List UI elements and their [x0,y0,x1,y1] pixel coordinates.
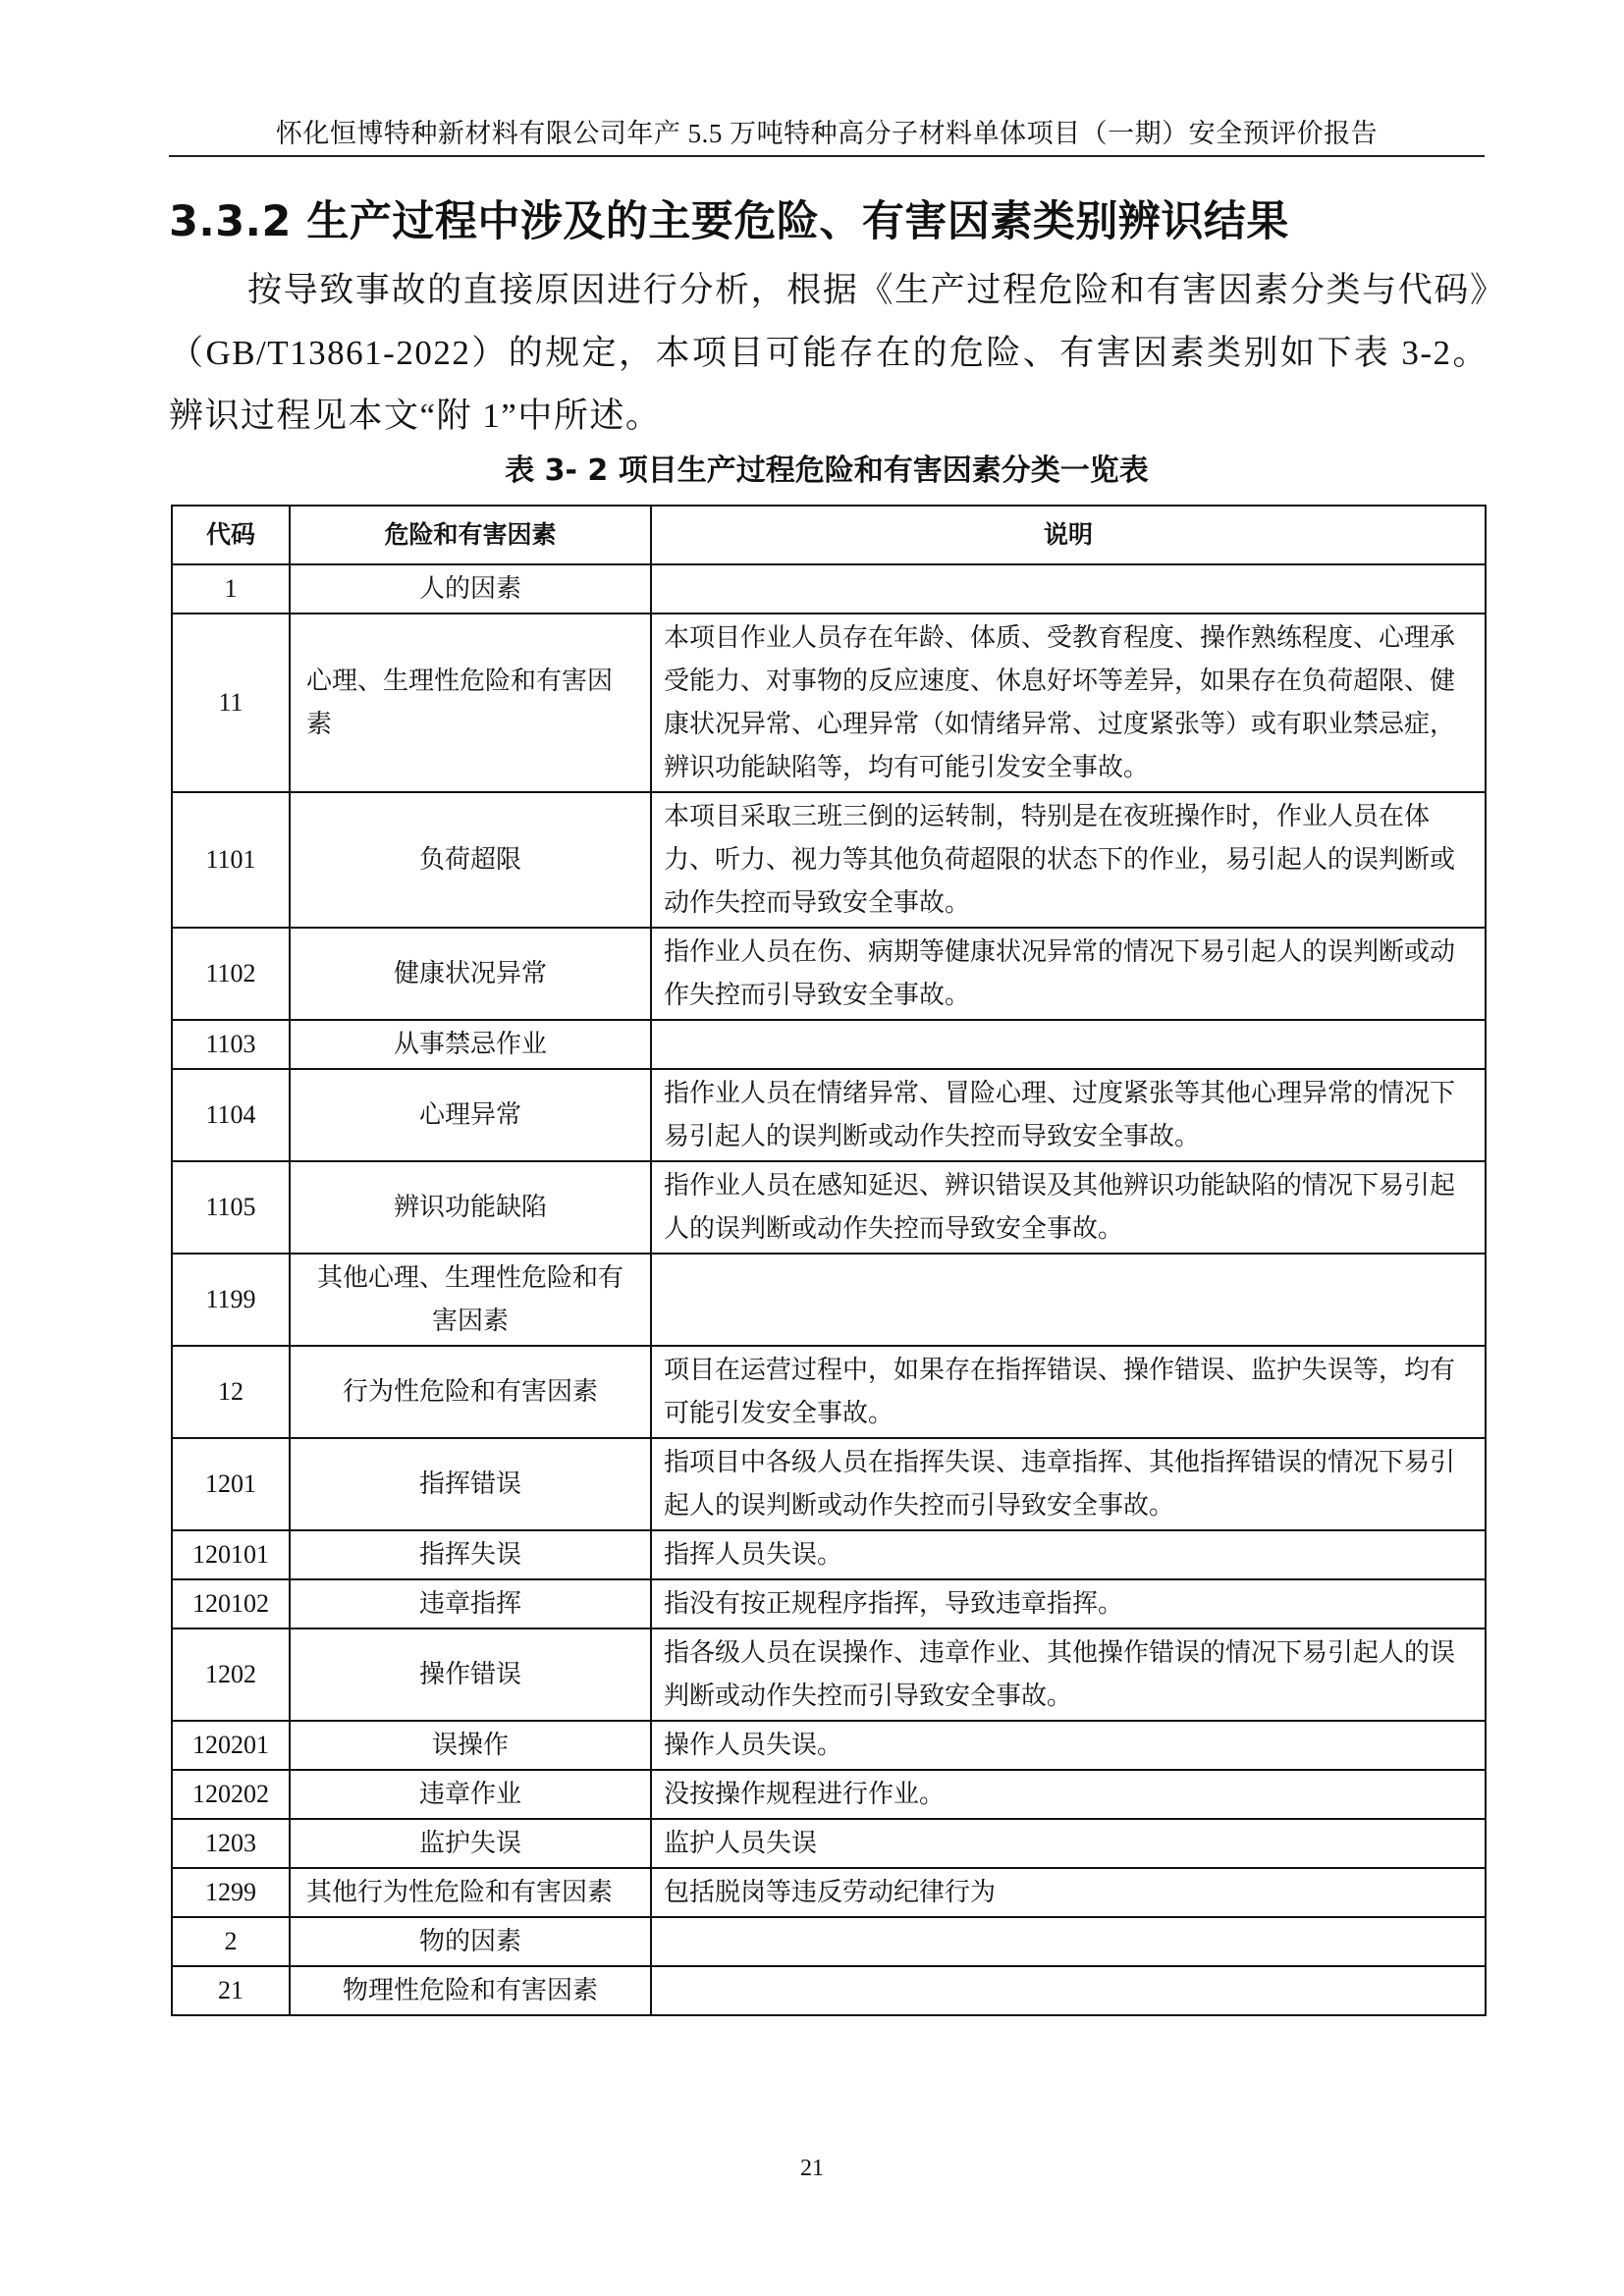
table-row [172,1438,1486,1530]
table-row [172,1868,1486,1917]
row-description: 操作人员失误。 [651,1721,1486,1770]
row-description: 指作业人员在伤、病期等健康状况异常的情况下易引起人的误判断或动作失控而引导致安全事故。 [651,928,1486,1020]
table-caption: 表 3- 2 项目生产过程危险和有害因素分类一览表 [505,454,1149,488]
row-code: 1102 [172,928,290,1020]
row-factor: 违章作业 [290,1770,651,1819]
row-factor: 物的因素 [290,1917,651,1966]
row-code: 12 [172,1346,290,1438]
row-description: 监护人员失误 [651,1819,1486,1868]
row-factor: 误操作 [290,1721,651,1770]
row-factor: 心理、生理性危险和有害因素 [290,614,651,792]
row-code: 1199 [172,1254,290,1346]
row-description [651,1020,1486,1069]
row-description [651,1254,1486,1346]
table-row [172,928,1486,1020]
row-code: 1201 [172,1438,290,1530]
row-code: 120202 [172,1770,290,1819]
row-description: 本项目采取三班三倒的运转制，特别是在夜班操作时，作业人员在体力、听力、视力等其他负荷超限的状态下的作业，易引起人的误判断或动作失控而导致安全事故。 [651,792,1486,928]
row-factor: 人的因素 [290,564,651,614]
row-factor: 指挥失误 [290,1530,651,1579]
table-header-row [172,506,1486,564]
row-code: 120201 [172,1721,290,1770]
row-code: 1104 [172,1069,290,1161]
table-row [172,1530,1486,1579]
row-code: 1299 [172,1868,290,1917]
running-header: 怀化恒博特种新材料有限公司年产 5.5 万吨特种高分子材料单体项目（一期）安全预评价报告 [169,112,1485,157]
row-factor: 其他行为性危险和有害因素 [290,1868,651,1917]
row-code: 1202 [172,1629,290,1721]
row-code: 1 [172,564,290,614]
row-description: 没按操作规程进行作业。 [651,1770,1486,1819]
table-row [172,1721,1486,1770]
table-row [172,1069,1486,1161]
row-code: 21 [172,1966,290,2015]
row-description: 包括脱岗等违反劳动纪律行为 [651,1868,1486,1917]
hazard-classification-table [171,505,1487,2016]
row-description: 指项目中各级人员在指挥失误、违章指挥、其他指挥错误的情况下易引起人的误判断或动作失控而引导致安全事故。 [651,1438,1486,1530]
row-factor: 行为性危险和有害因素 [290,1346,651,1438]
row-description: 本项目作业人员存在年龄、体质、受教育程度、操作熟练程度、心理承受能力、对事物的反应速度、休息好坏等差异，如果存在负荷超限、健康状况异常、心理异常（如情绪异常、过度紧张等）或有职业禁忌症，辨识功能缺陷等，均有可能引发安全事故。 [651,614,1486,792]
row-description [651,1917,1486,1966]
header-code: 代码 [172,506,290,564]
row-factor: 从事禁忌作业 [290,1020,651,1069]
row-factor: 监护失误 [290,1819,651,1868]
row-description: 指作业人员在感知延迟、辨识错误及其他辨识功能缺陷的情况下易引起人的误判断或动作失控而导致安全事故。 [651,1161,1486,1254]
table-row [172,1020,1486,1069]
row-code: 120102 [172,1579,290,1629]
row-code: 1105 [172,1161,290,1254]
table-row [172,1819,1486,1868]
table-row [172,564,1486,614]
row-description: 指各级人员在误操作、违章作业、其他操作错误的情况下易引起人的误判断或动作失控而引导致安全事故。 [651,1629,1486,1721]
section-title: 3.3.2 生产过程中涉及的主要危险、有害因素类别辨识结果 [169,197,1289,246]
table-row [172,792,1486,928]
intro-paragraph: 按导致事故的直接原因进行分析，根据《生产过程危险和有害因素分类与代码》（GB/T13861-2022）的规定，本项目可能存在的危险、有害因素类别如下表 3-2。辨识过程见本文“附 1”中所述。 [169,271,1489,435]
header-description: 说明 [651,506,1486,564]
row-code: 2 [172,1917,290,1966]
row-code: 120101 [172,1530,290,1579]
header-factor: 危险和有害因素 [290,506,651,564]
row-factor: 物理性危险和有害因素 [290,1966,651,2015]
table-row [172,1917,1486,1966]
table-row [172,614,1486,792]
row-description: 指作业人员在情绪异常、冒险心理、过度紧张等其他心理异常的情况下易引起人的误判断或动作失控而导致安全事故。 [651,1069,1486,1161]
table-row [172,1254,1486,1346]
table-row [172,1579,1486,1629]
row-description [651,564,1486,614]
row-code: 1101 [172,792,290,928]
row-factor: 指挥错误 [290,1438,651,1530]
table-row [172,1161,1486,1254]
table-row [172,1966,1486,2015]
row-factor: 健康状况异常 [290,928,651,1020]
page-number: 21 [800,2156,824,2181]
row-factor: 操作错误 [290,1629,651,1721]
row-code: 11 [172,614,290,792]
row-code: 1103 [172,1020,290,1069]
table-row [172,1346,1486,1438]
table-row [172,1770,1486,1819]
table-row [172,1629,1486,1721]
row-factor: 辨识功能缺陷 [290,1161,651,1254]
row-factor: 违章指挥 [290,1579,651,1629]
row-description: 指挥人员失误。 [651,1530,1486,1579]
row-code: 1203 [172,1819,290,1868]
row-factor: 其他心理、生理性危险和有害因素 [290,1254,651,1346]
row-description [651,1966,1486,2015]
row-factor: 心理异常 [290,1069,651,1161]
row-factor: 负荷超限 [290,792,651,928]
row-description: 指没有按正规程序指挥，导致违章指挥。 [651,1579,1486,1629]
row-description: 项目在运营过程中，如果存在指挥错误、操作错误、监护失误等，均有可能引发安全事故。 [651,1346,1486,1438]
